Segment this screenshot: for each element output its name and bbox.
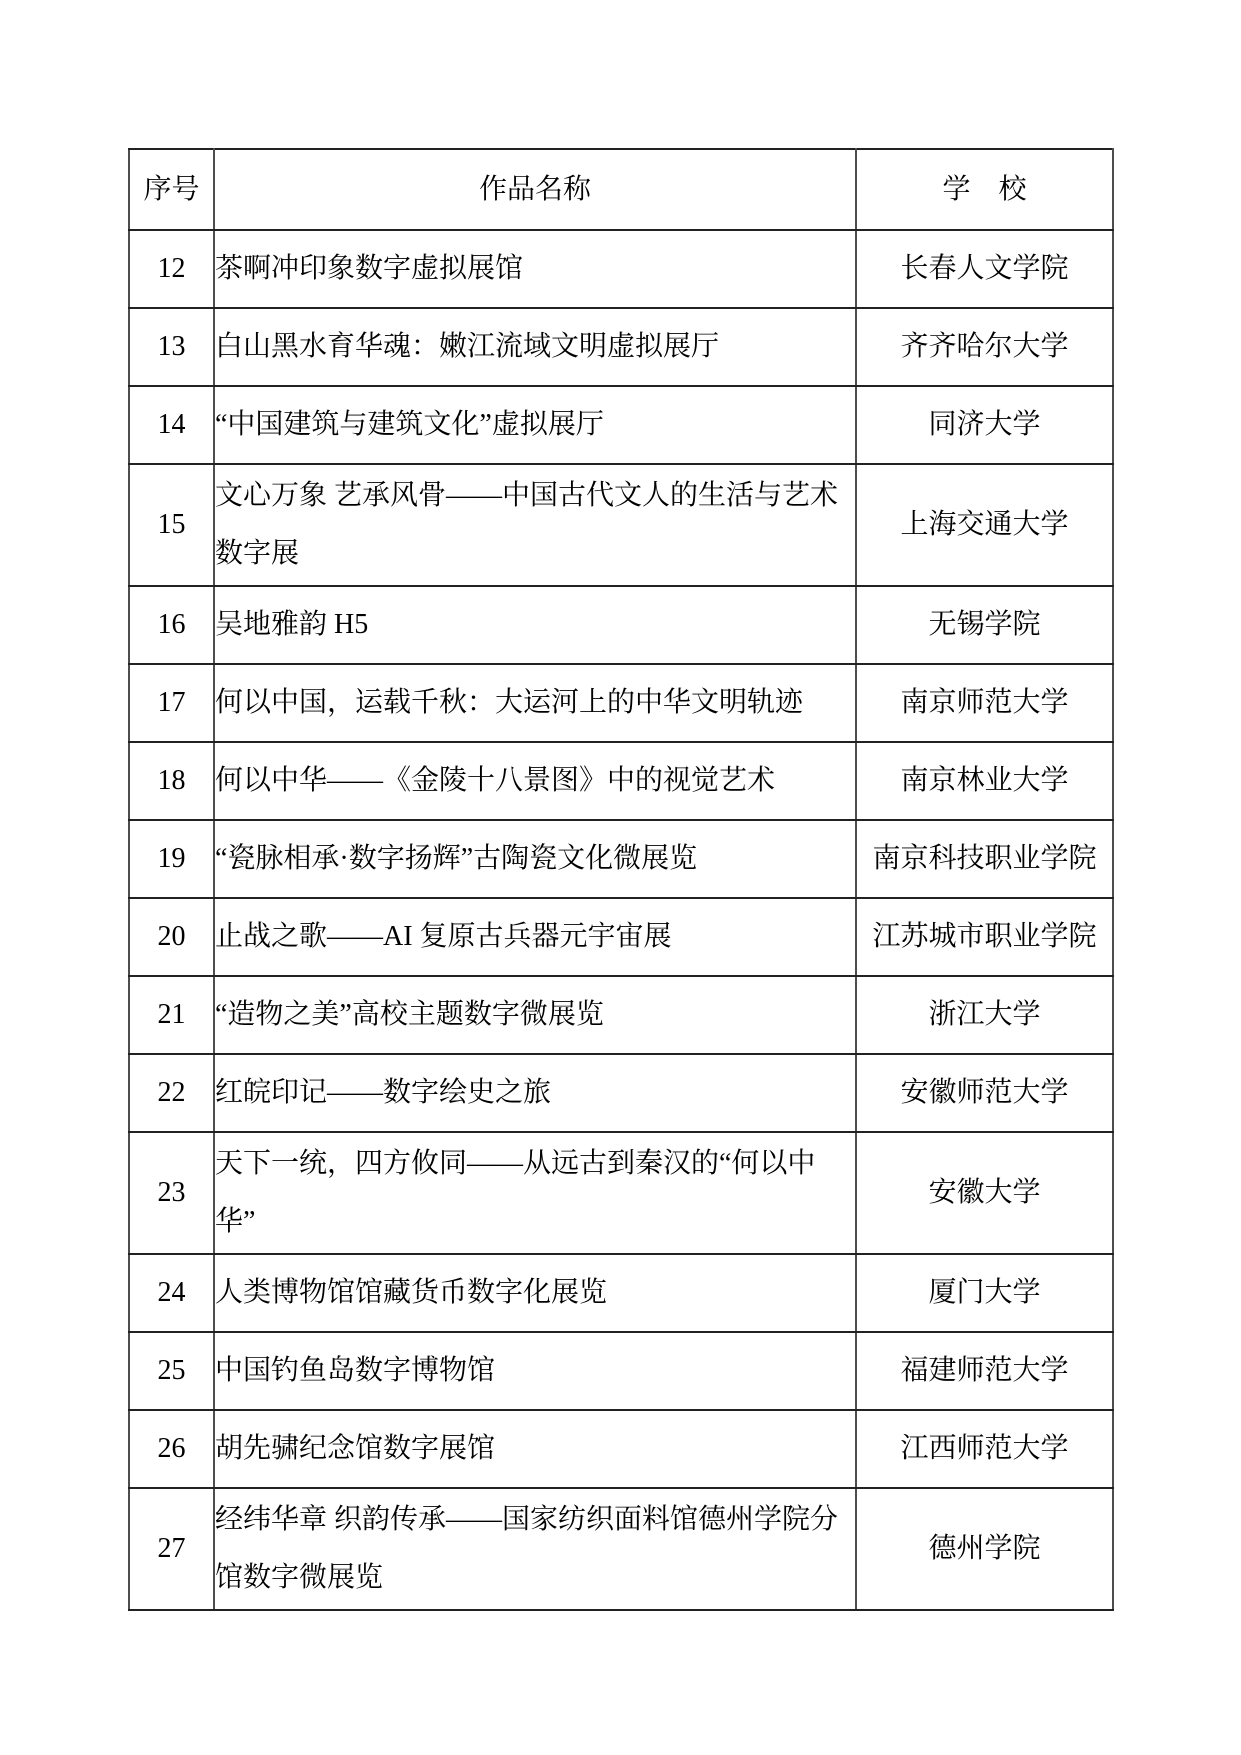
header-cell-title: 作品名称 (214, 149, 856, 230)
table-row (129, 1410, 1113, 1488)
cell-title: 人类博物馆馆藏货币数字化展览 (214, 1254, 856, 1332)
cell-title: 吴地雅韵 H5 (214, 586, 856, 664)
cell-index: 15 (129, 464, 214, 586)
cell-index: 22 (129, 1054, 214, 1132)
table-row (129, 308, 1113, 386)
cell-title: 经纬华章 织韵传承——国家纺织面料馆德州学院分馆数字微展览 (214, 1488, 856, 1610)
cell-school: 同济大学 (856, 386, 1113, 464)
table-row (129, 1254, 1113, 1332)
cell-index: 21 (129, 976, 214, 1054)
table-row (129, 586, 1113, 664)
table-row (129, 1132, 1113, 1254)
cell-index: 25 (129, 1332, 214, 1410)
table-row (129, 976, 1113, 1054)
cell-school: 上海交通大学 (856, 464, 1113, 586)
cell-title: “瓷脉相承·数字扬辉”古陶瓷文化微展览 (214, 820, 856, 898)
table-row (129, 1332, 1113, 1410)
cell-school: 德州学院 (856, 1488, 1113, 1610)
header-row (129, 149, 1113, 230)
cell-index: 20 (129, 898, 214, 976)
cell-school: 长春人文学院 (856, 230, 1113, 308)
cell-index: 14 (129, 386, 214, 464)
cell-title: 止战之歌——AI 复原古兵器元宇宙展 (214, 898, 856, 976)
table-row (129, 898, 1113, 976)
cell-school: 南京科技职业学院 (856, 820, 1113, 898)
table-row (129, 1488, 1113, 1610)
table-row (129, 664, 1113, 742)
cell-index: 24 (129, 1254, 214, 1332)
cell-title: “造物之美”高校主题数字微展览 (214, 976, 856, 1054)
cell-title: 胡先骕纪念馆数字展馆 (214, 1410, 856, 1488)
cell-title: 何以中国，运载千秋：大运河上的中华文明轨迹 (214, 664, 856, 742)
table-row (129, 464, 1113, 586)
cell-title: 中国钓鱼岛数字博物馆 (214, 1332, 856, 1410)
header-cell-index: 序号 (129, 149, 214, 230)
table-row (129, 1054, 1113, 1132)
cell-index: 17 (129, 664, 214, 742)
cell-school: 江西师范大学 (856, 1410, 1113, 1488)
cell-title: 红皖印记——数字绘史之旅 (214, 1054, 856, 1132)
cell-index: 18 (129, 742, 214, 820)
cell-school: 南京林业大学 (856, 742, 1113, 820)
table-row (129, 386, 1113, 464)
table-body (129, 230, 1113, 1610)
table-header (129, 149, 1113, 230)
cell-school: 浙江大学 (856, 976, 1113, 1054)
cell-index: 12 (129, 230, 214, 308)
works-table (128, 148, 1114, 1611)
cell-index: 16 (129, 586, 214, 664)
cell-index: 13 (129, 308, 214, 386)
cell-school: 安徽大学 (856, 1132, 1113, 1254)
cell-index: 23 (129, 1132, 214, 1254)
cell-title: 白山黑水育华魂：嫩江流域文明虚拟展厅 (214, 308, 856, 386)
cell-school: 厦门大学 (856, 1254, 1113, 1332)
cell-school: 无锡学院 (856, 586, 1113, 664)
cell-school: 齐齐哈尔大学 (856, 308, 1113, 386)
cell-school: 安徽师范大学 (856, 1054, 1113, 1132)
cell-title: “中国建筑与建筑文化”虚拟展厅 (214, 386, 856, 464)
cell-school: 江苏城市职业学院 (856, 898, 1113, 976)
table-row (129, 230, 1113, 308)
cell-title: 茶啊冲印象数字虚拟展馆 (214, 230, 856, 308)
cell-title: 文心万象 艺承风骨——中国古代文人的生活与艺术数字展 (214, 464, 856, 586)
header-cell-school: 学 校 (856, 149, 1113, 230)
cell-title: 何以中华——《金陵十八景图》中的视觉艺术 (214, 742, 856, 820)
table-row (129, 742, 1113, 820)
cell-title: 天下一统，四方攸同——从远古到秦汉的“何以中华” (214, 1132, 856, 1254)
cell-school: 福建师范大学 (856, 1332, 1113, 1410)
cell-school: 南京师范大学 (856, 664, 1113, 742)
cell-index: 19 (129, 820, 214, 898)
cell-index: 26 (129, 1410, 214, 1488)
table-row (129, 820, 1113, 898)
cell-index: 27 (129, 1488, 214, 1610)
